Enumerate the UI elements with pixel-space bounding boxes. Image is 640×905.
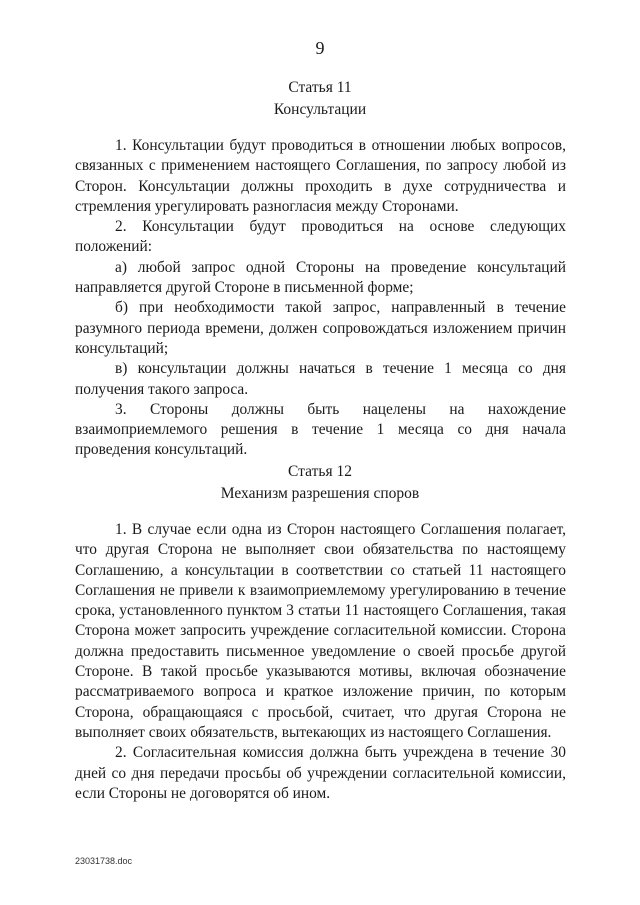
article-11-paragraph-1: 1. Консультации будут проводиться в отношении любых вопросов, связанных с применением настоящего Соглашения, по запросу любой из Сторон. Консультации должны проходить в духе сотрудничества и стремления урегулировать разногласия между Сторонами. <box>75 137 566 215</box>
article-11-paragraph-2: 2. Консультации будут проводиться на основе следующих положений: <box>75 218 566 256</box>
article-12-body <box>75 520 566 804</box>
article-12-title: Статья 12 <box>288 463 352 480</box>
article-11-subtitle: Консультации <box>273 101 367 118</box>
article-12-paragraph-1: 1. В случае если одна из Сторон настоящего Соглашения полагает, что другая Сторона не выполняет свои обязательства по настоящему Соглашению, а консультации в соответствии со статьей 11 настоящего Соглашения не привели к взаимоприемлемому урегулированию в течение срока, установленного пунктом 3 статьи 11 настоящего Соглашения, такая Сторона может запросить учреждение согласительной комиссии. Сторона должна предоставить письменное уведомление о своей просьбе другой Стороне. В такой просьбе указываются мотивы, включая обозначение рассматриваемого вопроса и краткое изложение причин, по которым Сторона, обращающаяся с просьбой, считает, что другая Сторона не выполняет своих обязательств, вытекающих из настоящего Соглашения. <box>75 521 566 741</box>
document-filename: 23031738.doc <box>75 856 133 866</box>
article-11-item-a: а) любой запрос одной Стороны на проведение консультаций направляется другой Стороне в письменной форме; <box>75 258 566 297</box>
article-12-subtitle: Механизм разрешения споров <box>220 485 420 502</box>
article-11-item-b: б) при необходимости такой запрос, направленный в течение разумного периода времени, должен сопровождаться изложением причин консультаций; <box>75 299 566 357</box>
article-11-title: Статья 11 <box>288 79 352 96</box>
article-11-item-c: в) консультации должны начаться в течение 1 месяца со дня получения такого запроса. <box>75 360 566 398</box>
article-11-paragraph-3: 3. Стороны должны быть нацелены на нахождение взаимоприемлемого решения в течение 1 месяца со дня начала проведения консультаций. <box>75 400 566 459</box>
article-11-body <box>75 136 566 461</box>
page-number: 9 <box>315 38 325 58</box>
article-12-paragraph-2: 2. Согласительная комиссия должна быть учреждена в течение 30 дней со дня передачи просьбы об учреждении согласительной комиссии, если Стороны не договорятся об ином. <box>75 744 566 802</box>
